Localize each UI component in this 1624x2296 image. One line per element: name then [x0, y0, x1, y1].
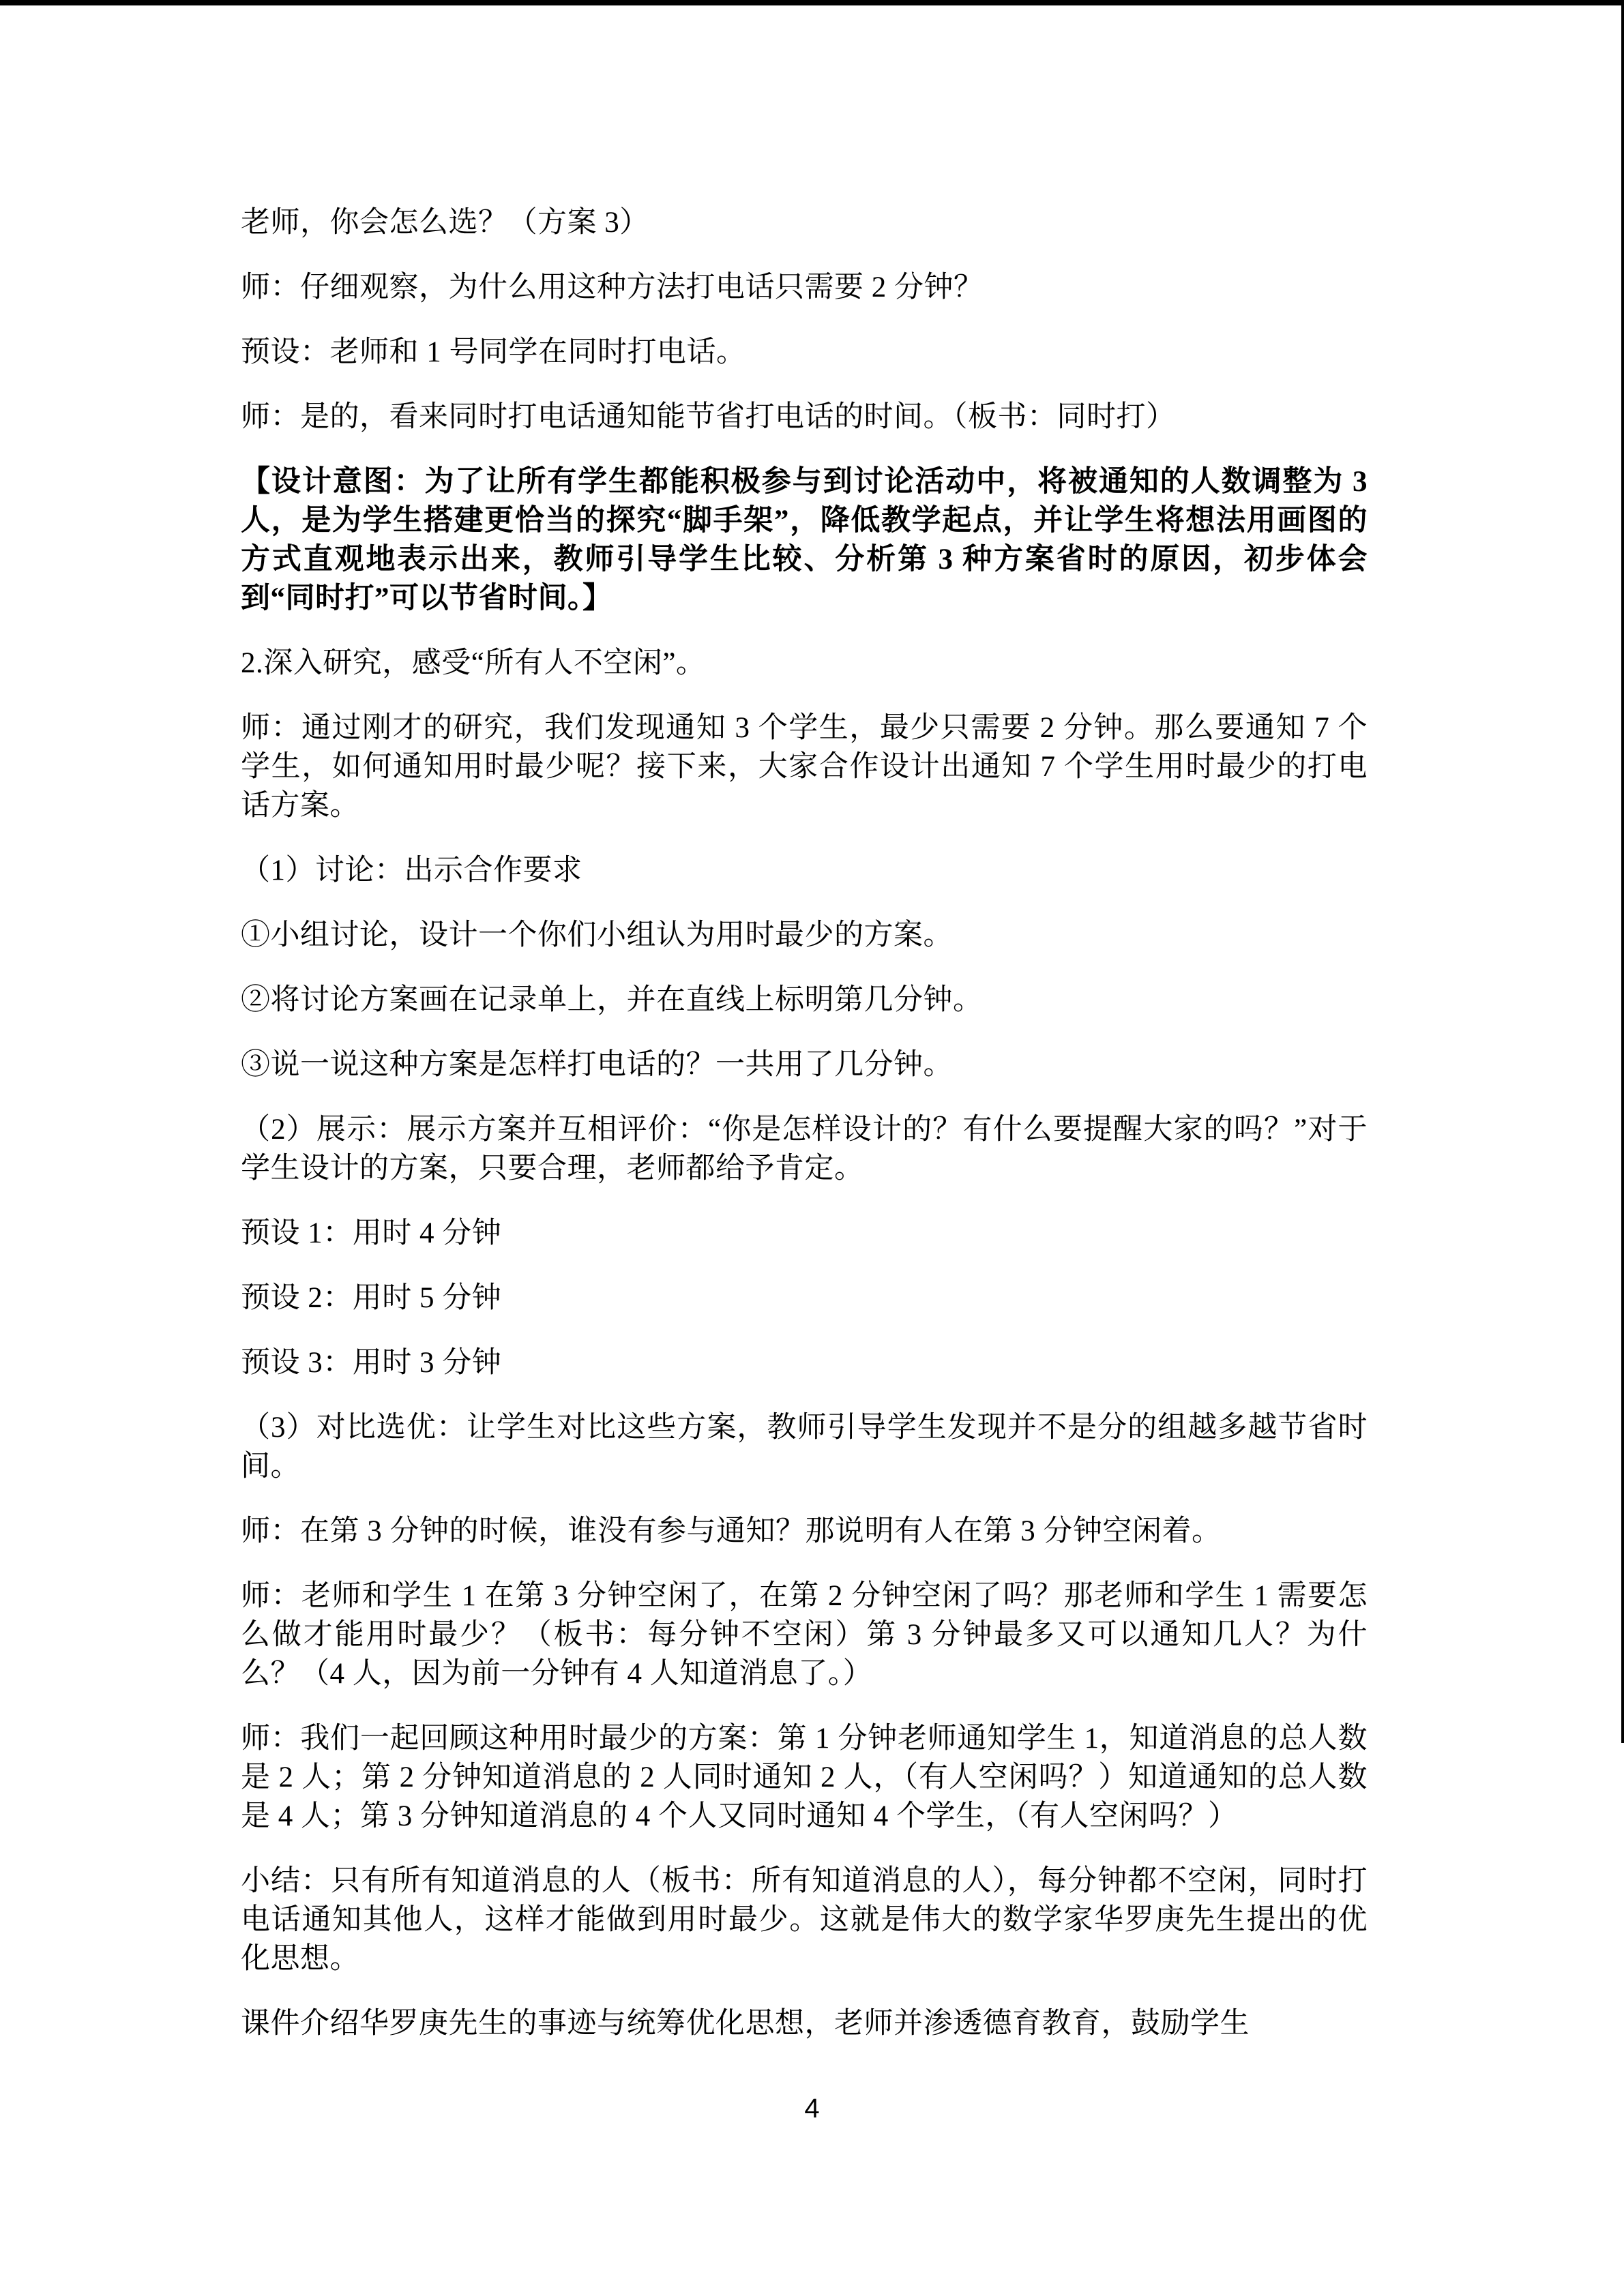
paragraph: 预设：老师和 1 号同学在同时打电话。 [241, 336, 746, 368]
paragraph: 师：仔细观察，为什么用这种方法打电话只需要 2 分钟？ [241, 271, 984, 303]
paragraph: 预设 3：用时 3 分钟 [241, 1347, 502, 1379]
paragraph: ①小组讨论，设计一个你们小组认为用时最少的方案。 [241, 919, 953, 951]
paragraph: 预设 1：用时 4 分钟 [241, 1217, 502, 1249]
paragraph: 2.深入研究，感受“所有人不空闲”。 [241, 647, 706, 679]
page-number: 4 [804, 2093, 820, 2123]
paragraph: 师：通过刚才的研究，我们发现通知 3 个学生，最少只需要 2 分钟。那么要通知 7 个学生，如何通知用时最少呢？接下来，大家合作设计出通知 7 个学生用时最少的打电话方案。 [241, 712, 1368, 822]
paragraph: 课件介绍华罗庚先生的事迹与统筹优化思想，老师并渗透德育教育，鼓励学生 [241, 2008, 1250, 2040]
paragraph: 预设 2：用时 5 分钟 [241, 1282, 502, 1314]
paragraph: 师：我们一起回顾这种用时最少的方案：第 1 分钟老师通知学生 1，知道消息的总人数是 2 人；第 2 分钟知道消息的 2 人同时通知 2 人，（有人空闲吗？）知道通知的总人数是 4 人；第 3 分钟知道消息的 4 个人又同时通知 4 个学生，（有人空闲吗？） [241, 1723, 1368, 1832]
paragraph: ②将讨论方案画在记录单上，并在直线上标明第几分钟。 [241, 984, 983, 1016]
paragraph: 师：是的，看来同时打电话通知能节省打电话的时间。（板书：同时打） [241, 401, 1176, 433]
paragraph: 【设计意图：为了让所有学生都能积极参与到讨论活动中，将被通知的人数调整为 3 人，是为学生搭建更恰当的探究“脚手架”，降低教学起点，并让学生将想法用画图的方式直观地表示出来，教师引导学生比较、分析第 3 种方案省时的原因，初步体会到“同时打”可以节省时间。】 [241, 466, 1368, 614]
paragraph: 师：老师和学生 1 在第 3 分钟空闲了，在第 2 分钟空闲了吗？那老师和学生 1 需要怎么做才能用时最少？（板书：每分钟不空闲）第 3 分钟最多又可以通知几人？为什么？（4 人，因为前一分钟有 4 人知道消息了。） [241, 1580, 1368, 1690]
paragraph: （1）讨论：出示合作要求 [241, 854, 582, 886]
paragraph: ③说一说这种方案是怎样打电话的？一共用了几分钟。 [241, 1049, 953, 1081]
top-border-line [0, 0, 1624, 5]
paragraph: 师：在第 3 分钟的时候，谁没有参与通知？那说明有人在第 3 分钟空闲着。 [241, 1515, 1222, 1547]
paragraph: 小结：只有所有知道消息的人（板书：所有知道消息的人），每分钟都不空闲，同时打电话通知其他人，这样才能做到用时最少。这就是伟大的数学家华罗庚先生提出的优化思想。 [241, 1865, 1368, 1975]
right-border-line [1621, 0, 1624, 1743]
paragraph: （3）对比选优：让学生对比这些方案，教师引导学生发现并不是分的组越多越节省时间。 [241, 1412, 1368, 1482]
paragraph: （2）展示：展示方案并互相评价：“你是怎样设计的？有什么要提醒大家的吗？”对于学生设计的方案，只要合理，老师都给予肯定。 [241, 1114, 1368, 1184]
paragraph: 老师，你会怎么选？（方案 3） [241, 207, 649, 239]
document-body [241, 203, 1368, 2069]
